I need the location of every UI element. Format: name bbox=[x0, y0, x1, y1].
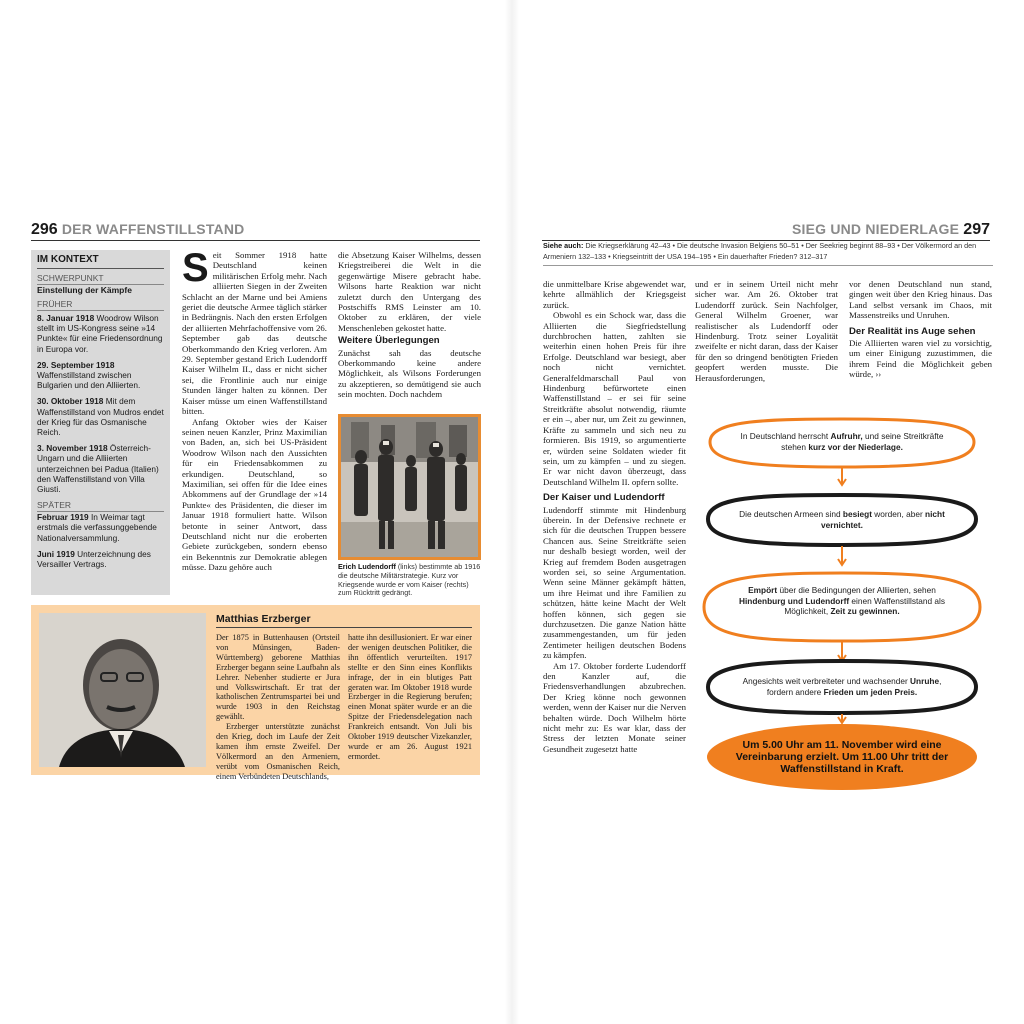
right-page bbox=[512, 0, 1024, 1024]
right-article-column-1 bbox=[543, 279, 686, 793]
photo-caption: Erich Ludendorff (links) bestimmte ab 1916 die deutsche Militärstrategie. Kurz vor Kriegsende wurde er vom Kaiser (rechts) zum Rücktritt gedrängt. bbox=[338, 562, 481, 598]
section-title-left: DER WAFFENSTILLSTAND bbox=[61, 221, 245, 237]
focus-label: SCHWERPUNKT bbox=[37, 273, 164, 285]
timeline-entry: 30. Oktober 1918 Mit dem Waffenstillstand von Mudros endet der Krieg für das Osmanische Reich. bbox=[37, 396, 164, 438]
context-sidebar bbox=[31, 250, 170, 595]
timeline-entry: Februar 1919 In Weimar tagt erstmals die verfassunggebende Nationalversammlung. bbox=[37, 512, 157, 543]
flow-arrow-2 bbox=[838, 546, 846, 565]
flow-arrow-4 bbox=[838, 714, 846, 723]
flow-box-3-text: Empört über die Bedingungen der Alliierten, sehen Hindenburg und Ludendorff einen Waffenstillstand als Möglichkeit, Zeit zu gewinnen. bbox=[738, 585, 946, 616]
article-paragraph: vor denen Deutschland nun stand, gingen weit über den Krieg hinaus. Das Land selbst versank im Chaos, mit Massenstreiks und Unruhen. bbox=[849, 279, 992, 321]
section-title-right: SIEG UND NIEDERLAGE bbox=[791, 221, 960, 237]
article-paragraph: Obwohl es ein Schock war, dass die Alliierten die Siegfriedstellung durchbrochen hatten, zahlten sie weiterhin einen hohen Preis für ihre Erfolge. Deutschland war besiegt, aber noch nicht vernichtet. Generalfeldmarschall Paul von Hindenburg befürwortete einen Waffenstillstand – er sei für seine Streitkräfte absolut notwendig, räumte er ein –, aber nur, um Zeit zu gewinnen, Kräfte zu sammeln und sich neu zu formieren. Bis 1919, so argumentierte er, würden seine Soldaten wieder fit sein, um zu kämpfen – und zu siegen. Er war nicht davon überzeugt, dass Deutschland Wilhelm II. opfern sollte. bbox=[543, 310, 686, 487]
article-paragraph: Ludendorff stimmte mit Hindenburg überein. In der Defensive rechnete er sich für die deutschen Truppen bessere Chancen aus. Seine Streitkräfte seien nur deshalb besiegt worden, weil der Krieg auf fremdem Boden ausgetragen worden sei, so seine Argumentation. Wenn seine Männer gekämpft hätten, um ihre Heimat und ihre Familien zu schützen, hätte keine Macht der Welt hoffen können, sich gegen sie durchzusetzen. Die ganze Nation hätte zusammengestanden, um für jeden Zentimeter heiligen deutschen Bodens zu kämpfen. bbox=[543, 504, 686, 661]
flow-box-4-text: Angesichts weit verbreiteter und wachsender Unruhe, fordern andere Frieden um jeden Preis. bbox=[742, 676, 942, 697]
page-number-right: 297 bbox=[963, 221, 990, 238]
article-paragraph: Die Alliierten waren viel zu vorsichtig, um einer Einigung zuzustimmen, die ihrem Feind die Möglichkeit geben würde, ›› bbox=[849, 338, 992, 380]
biography-column-1 bbox=[216, 633, 340, 781]
page-number-left: 296 bbox=[31, 221, 58, 238]
article-paragraph: Anfang Oktober wies der Kaiser seinen neuen Kanzler, Prinz Maximilian von Baden, an, sich bei US-Präsident Woodrow Wilson nach den Aussichten für ein Friedensabkommen zu erkundigen. Deutschland, so Maximilian, sei offen für die Idee eines Abkommens auf der Grundlage der »14 Punkte« des Präsidenten, die dieser im Januar 1918 formuliert hatte. Wilson betonte in seiner Antwort, dass Deutschland nicht nur die eroberten Gebiete zurückgeben, sondern ebenso ein Bekenntnis zur Demokratie ablegen müsse. Dazu gehöre auch bbox=[182, 416, 327, 573]
flow-arrow-1 bbox=[838, 468, 846, 485]
historical-photo-illustration bbox=[341, 417, 478, 557]
see-also bbox=[543, 241, 993, 266]
see-also-text: Die Kriegserklärung 42–43 • Die deutsche Invasion Belgiens 50–51 • Der Seekrieg beginnt 88–93 • Der Völkermord an den Armeniern 132–133 • Kriegseintritt der USA 194–195 • Ein dauerhafter Frieden? 312–317 bbox=[543, 241, 977, 261]
article-paragraph: eit Sommer 1918 hatte Deutschland keinen militärischen Erfolg mehr. Nach alliierten Siegen in der Zweiten Schlacht an der Marne und bei Amiens geriet die deutsche Armee täglich stärker in Bedrängnis. Nach den ersten Erfolgen der alliierten Mehrfachoffensive vom 26. September gab das deutsche Oberkommando den Krieg verloren. Am 29. September gestand Erich Ludendorff Kaiser Wilhelm II., dass er nicht sicher sei, die Frontlinie auch nur einige Stunden länger halten zu können. Der Kaiser müsse um einen Waffenstillstand bitten. bbox=[182, 250, 327, 417]
biography-box bbox=[31, 605, 480, 781]
article-column-1 bbox=[182, 246, 327, 600]
ludendorff-photo-block bbox=[338, 414, 481, 604]
context-heading: IM KONTEXT bbox=[37, 254, 164, 269]
flow-box-1-text: In Deutschland herrscht Aufruhr, und seine Streitkräfte stehen kurz vor der Niederlage. bbox=[740, 431, 944, 452]
bio-paragraph: hatte ihn desillusioniert. Er war einer der wenigen deutschen Politiker, die ihn öffentlich verurteilten. 1917 stellte er den Sinn eines Konflikts infrage, der in ein blutiges Patt geraten war. Im Oktober 1918 wurde Erzberger in die Regierung berufen; einen Monat später wurde er an die Spitze der Friedensdelegation nach Frankreich entsandt. Von Juli bis Oktober 1919 deutscher Vizekanzler, wurde er am 26. August 1921 ermordet. bbox=[348, 633, 472, 761]
right-article-column-3 bbox=[849, 279, 992, 391]
article-paragraph: Am 17. Oktober forderte Ludendorff den Kanzler auf, die Friedensverhandlungen abzubrechen. Der Krieg könne noch gewonnen werden, wenn der Kaiser nur die Nerven behalten würde. Doch Wilhelm hörte nicht mehr zu: Es war klar, dass der Stress der letzten Monate seiner Gesundheit zugesetzt hatte bbox=[543, 660, 686, 754]
timeline-entry: 8. Januar 1918 Woodrow Wilson stellt im US-Kongress seine »14 Punkte« für eine Friedensordnung in Europa vor. bbox=[37, 313, 163, 354]
drop-cap: S bbox=[182, 246, 209, 290]
earlier-label: FRÜHER bbox=[37, 299, 164, 311]
flowchart bbox=[692, 415, 992, 795]
left-page-header bbox=[31, 221, 480, 241]
biography-title: Matthias Erzberger bbox=[216, 613, 472, 628]
flow-final-text: Um 5.00 Uhr am 11. November wird eine Vereinbarung erzielt. Um 11.00 Uhr tritt der Waffenstillstand in Kraft. bbox=[735, 739, 949, 775]
biography-column-2 bbox=[348, 633, 472, 773]
article-column-2 bbox=[338, 250, 481, 410]
article-paragraph: und er in seinem Urteil nicht mehr sicher war. Am 26. Oktober trat Ludendorff zurück. Sein Nachfolger, General Wilhelm Groener, war realistischer als Ludendorff oder Hindenburg. Trotz seiner Loyalität zweifelte er nicht daran, dass der Kaiser für den so dringend benötigten Frieden geopfert werden musste. Die Herausforderungen, bbox=[695, 279, 838, 383]
ludendorff-photo bbox=[338, 414, 481, 560]
article-paragraph: die unmittelbare Krise abgewendet war, kehrte allmählich der Kriegsgeist zurück. bbox=[543, 279, 686, 310]
subheading: Der Kaiser und Ludendorff bbox=[543, 492, 665, 504]
article-paragraph: die Absetzung Kaiser Wilhelms, dessen Kriegstreiberei die Welt in die gegenwärtige Misere gebracht habe. Wilsons harte Reaktion war nicht zuletzt durch den Untergang des Postschiffs RMS Leinster am 10. Oktober zu erklären, der viele Menschenleben gekostet hatte. bbox=[338, 250, 481, 333]
later-label: SPÄTER bbox=[37, 500, 164, 512]
bio-paragraph: Der 1875 in Buttenhausen (Ortsteil von Münsingen, Baden-Württemberg) geborene Matthias Erzberger begann seine Laufbahn als Lehrer. Nebenher studierte er Jura und Volkswirtschaft. Er trat der katholischen Zentrumspartei bei und wurde 1903 in den Reichstag gewählt. bbox=[216, 633, 340, 722]
right-article-column-2 bbox=[695, 279, 838, 389]
erzberger-portrait bbox=[39, 613, 206, 767]
subheading: Weitere Überlegungen bbox=[338, 335, 440, 347]
article-paragraph: Zunächst sah das deutsche Oberkommando keine andere Möglichkeit, als Wilsons Forderungen zu akzeptieren, so demütigend sie auch sein mochten. Doch nachdem bbox=[338, 347, 481, 400]
timeline-entry: 29. September 1918 Waffenstillstand zwischen Bulgarien und den Alliierten. bbox=[37, 359, 141, 391]
see-also-label: Siehe auch: bbox=[543, 241, 584, 250]
focus-text: Einstellung der Kämpfe bbox=[37, 285, 132, 295]
flow-arrow-3 bbox=[838, 642, 846, 661]
right-page-header bbox=[542, 221, 990, 241]
bio-paragraph: Erzberger unterstützte zunächst den Krieg, doch im Laufe der Zeit kamen ihm ernste Zweifel. Der Völkermord an den Armeniern, verübt vom Osmanischen Reich, einem Verbündeten Deutschlands, bbox=[216, 722, 340, 781]
timeline-entry: 3. November 1918 Österreich-Ungarn und die Alliierten unterzeichnen bei Padua (Italien) den Waffenstillstand von Villa Giusti. bbox=[37, 443, 159, 495]
timeline-entry: Juni 1919 Unterzeichnung des Versailler Vertrags. bbox=[37, 548, 151, 570]
flow-box-2-text: Die deutschen Armeen sind besiegt worden, aber nicht vernichtet. bbox=[739, 509, 945, 530]
subheading: Der Realität ins Auge sehen bbox=[849, 325, 976, 337]
portrait-illustration bbox=[39, 613, 206, 767]
